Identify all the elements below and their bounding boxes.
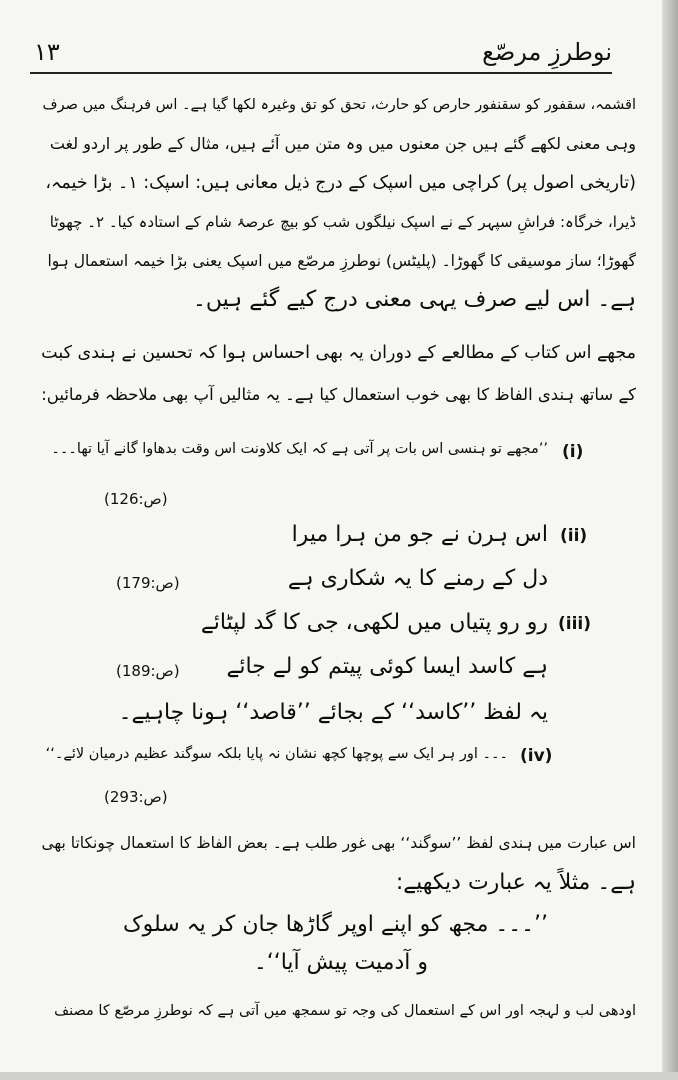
text-line: اودھی لب و لہجہ اور اس کے استعمال کی وجہ تو سمجھ میں آتی ہے کہ نوطرزِ مرصّع کا مصنف: [54, 1003, 636, 1019]
note-line: یہ لفظ ’’کاسد‘‘ کے بجائے ’’قاصد‘‘ ہونا چاہیے۔: [118, 700, 548, 725]
text-line: ہے۔ اس لیے صرف یہی معنی درج کیے گئے ہیں۔: [193, 287, 636, 312]
page-reference: (ص:189): [116, 662, 180, 680]
page-reference: (ص:293): [104, 788, 168, 806]
page-reference: (ص:179): [116, 574, 180, 592]
example-number: (i): [562, 442, 584, 462]
page-reference: (ص:126): [104, 490, 168, 508]
quote-line: ’’۔۔۔ مجھ کو اپنے اوپر گاڑھا جان کر یہ سلوک: [122, 912, 548, 937]
verse-line: دل کے رمنے کا یہ شکاری ہے: [287, 566, 548, 591]
page-bottom-edge: [0, 1072, 678, 1080]
quote-line: و آدمیت پیش آیا‘‘۔: [253, 950, 428, 975]
verse-line: ہے کاسد ایسا کوئی پیتم کو لے جائے: [226, 654, 548, 679]
example-number: (iii): [558, 614, 592, 634]
page-edge-shadow: [662, 0, 678, 1080]
text-line: اس عبارت میں ہندی لفظ ’’سوگند‘‘ بھی غور طلب ہے۔ بعض الفاظ کا استعمال چونکاتا بھی: [41, 834, 636, 852]
example-number: (ii): [560, 526, 588, 546]
page-number: ١٣: [34, 38, 60, 66]
text-line: اقشمہ، سقفور کو سقنفور حارص کو حارث، تحق کو تق وغیرہ لکھا گیا ہے۔ اس فرہنگ میں صرف: [42, 97, 636, 113]
text-line: مجھے اس کتاب کے مطالعے کے دوران یہ بھی احساس ہوا کہ تحسین نے ہندی کبت: [41, 343, 636, 363]
running-title: نوطرزِ مرصّع: [482, 38, 612, 66]
text-line: گھوڑا؛ ساز موسیقی کا گھوڑا۔ (پلیٹس) نوطرزِ مرصّع میں اسپک یعنی بڑا خیمہ استعمال ہوا: [47, 252, 636, 270]
text-line: ہے۔ مثلاً یہ عبارت دیکھیے:: [395, 870, 636, 895]
verse-line: اس ہرن نے جو من ہرا میرا: [291, 522, 548, 547]
verse-line: رو رو پتیاں میں لکھی، جی کا گد لپٹائے: [200, 610, 548, 635]
page-header: [30, 38, 612, 72]
example-number: (iv): [520, 746, 553, 766]
text-line: کے ساتھ ہندی الفاظ کا بھی خوب استعمال کیا ہے۔ یہ مثالیں آپ بھی ملاحظہ فرمائیں:: [41, 385, 636, 404]
text-line: وہی معنی لکھے گئے ہیں جن معنوں میں وہ متن میں آئے ہیں، مثال کے طور پر اردو لغت: [49, 134, 636, 153]
header-rule: [30, 72, 612, 74]
example-text: ’’مجھے تو ہنسی اس بات پر آتی ہے کہ ایک کلاونت اس وقت بدھاوا گانے آیا تھا۔۔۔: [51, 441, 548, 457]
text-line: ڈیرا، خرگاہ: فراشِ سپہر کے نے اسپک نیلگوں شب کو بیچ عرصۂ شام کے استادہ کیا۔ ۲۔ چھوٹا: [49, 213, 636, 231]
example-text: ۔۔۔ اور ہر ایک سے پوچھا کچھ نشان نہ پایا بلکہ سوگند عظیم درمیان لائے۔‘‘: [45, 746, 508, 762]
text-line: (تاریخی اصول پر) کراچی میں اسپک کے درج ذیل معانی ہیں: اسپک: ۱۔ بڑا خیمہ،: [45, 173, 636, 193]
